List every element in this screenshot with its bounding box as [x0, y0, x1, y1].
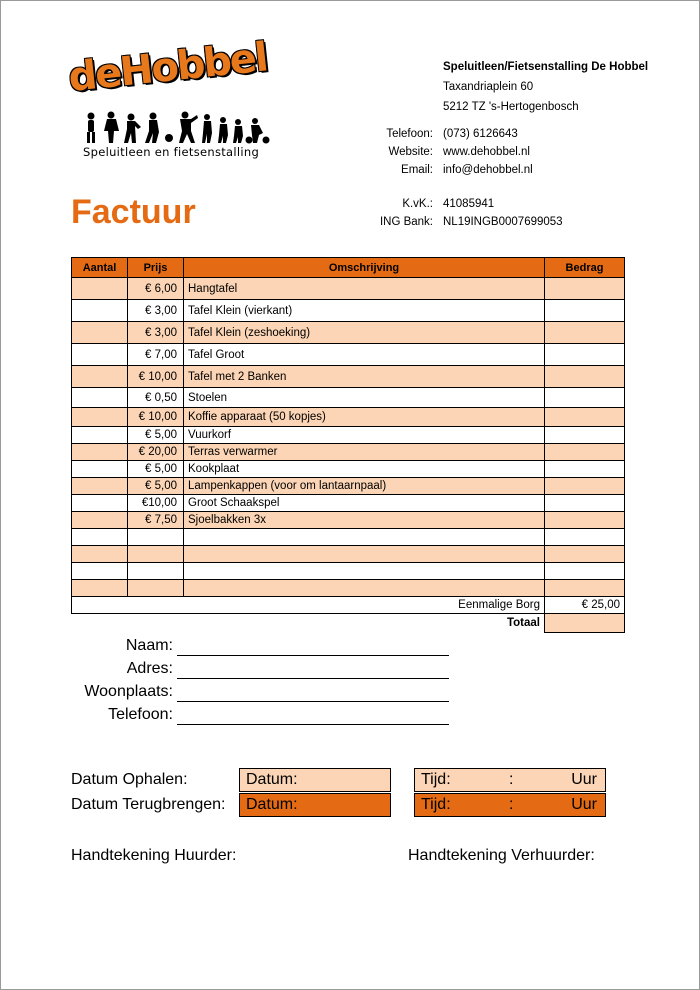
table-row-empty	[72, 563, 625, 580]
cell-bedrag[interactable]	[545, 461, 625, 478]
cell-aantal[interactable]	[72, 278, 128, 300]
cell-bedrag[interactable]	[545, 427, 625, 444]
cell-empty[interactable]	[128, 546, 184, 563]
borg-row	[72, 597, 625, 614]
woonplaats-label: Woonplaats:	[84, 683, 173, 700]
table-row	[72, 408, 625, 427]
cell-empty[interactable]	[128, 529, 184, 546]
email-label: Email:	[401, 164, 433, 176]
cell-prijs: € 10,00	[128, 366, 184, 388]
cell-empty[interactable]	[72, 563, 128, 580]
woonplaats-field[interactable]	[177, 701, 449, 702]
cell-aantal[interactable]	[72, 388, 128, 408]
telefoon-label: Telefoon:	[108, 706, 173, 723]
cell-omschrijving: Tafel Groot	[184, 344, 545, 366]
company-logo	[66, 34, 289, 165]
phone-label: Telefoon:	[386, 128, 433, 140]
cell-omschrijving: Lampenkappen (voor om lantaarnpaal)	[184, 478, 545, 495]
logo-wordmark: deHobbel	[66, 34, 269, 101]
cell-empty[interactable]	[184, 563, 545, 580]
cell-empty[interactable]	[128, 563, 184, 580]
header-bedrag: Bedrag	[545, 258, 625, 278]
invoice-table-body	[72, 278, 625, 633]
cell-empty[interactable]	[545, 580, 625, 597]
cell-prijs: € 10,00	[128, 408, 184, 427]
cell-prijs: € 5,00	[128, 461, 184, 478]
table-row	[72, 478, 625, 495]
table-row	[72, 495, 625, 512]
cell-bedrag[interactable]	[545, 408, 625, 427]
contact-labels	[361, 125, 433, 179]
cell-empty[interactable]	[72, 529, 128, 546]
cell-bedrag[interactable]	[545, 278, 625, 300]
terugbrengen-uur-label: Uur	[571, 796, 597, 813]
terugbrengen-datum-field[interactable]	[239, 793, 391, 817]
cell-empty[interactable]	[545, 546, 625, 563]
cell-bedrag[interactable]	[545, 478, 625, 495]
ophalen-tijd-label: Tijd:	[421, 771, 451, 788]
company-street: Taxandriaplein 60	[443, 81, 534, 93]
ophalen-uur-label: Uur	[571, 771, 597, 788]
cell-omschrijving: Vuurkorf	[184, 427, 545, 444]
company-name: Speluitleen/Fietsenstalling De Hobbel	[443, 61, 649, 73]
company-address	[443, 57, 648, 117]
header-aantal: Aantal	[72, 258, 128, 278]
cell-omschrijving: Terras verwarmer	[184, 444, 545, 461]
cell-prijs: € 20,00	[128, 444, 184, 461]
company-city: 5212 TZ 's-Hertogenbosch	[443, 101, 579, 113]
cell-aantal[interactable]	[72, 322, 128, 344]
cell-aantal[interactable]	[72, 344, 128, 366]
table-row	[72, 322, 625, 344]
terugbrengen-datum-label: Datum:	[246, 796, 298, 813]
ophalen-datum-field[interactable]	[239, 768, 391, 792]
terugbrengen-tijd-field[interactable]	[414, 793, 606, 817]
cell-omschrijving: Sjoelbakken 3x	[184, 512, 545, 529]
cell-bedrag[interactable]	[545, 388, 625, 408]
cell-aantal[interactable]	[72, 366, 128, 388]
cell-omschrijving: Tafel Klein (vierkant)	[184, 300, 545, 322]
cell-prijs: € 0,50	[128, 388, 184, 408]
signature-huurder: Handtekening Huurder:	[71, 847, 237, 864]
cell-prijs: € 5,00	[128, 478, 184, 495]
invoice-table	[71, 257, 625, 633]
adres-field[interactable]	[177, 678, 449, 679]
cell-prijs: € 3,00	[128, 322, 184, 344]
table-row	[72, 512, 625, 529]
borg-value: € 25,00	[545, 597, 625, 614]
totaal-label: Totaal	[184, 614, 545, 633]
cell-prijs: € 5,00	[128, 427, 184, 444]
table-row-empty	[72, 529, 625, 546]
cell-aantal[interactable]	[72, 478, 128, 495]
ophalen-tijd-field[interactable]	[414, 768, 606, 792]
totaal-spacer	[72, 614, 184, 633]
cell-aantal[interactable]	[72, 408, 128, 427]
cell-bedrag[interactable]	[545, 444, 625, 461]
cell-prijs: € 6,00	[128, 278, 184, 300]
logo-tagline: Speluitleen en fietsenstalling	[83, 145, 260, 159]
cell-prijs: € 7,00	[128, 344, 184, 366]
borg-label: Eenmalige Borg	[72, 597, 545, 614]
telefoon-field[interactable]	[177, 724, 449, 725]
cell-aantal[interactable]	[72, 495, 128, 512]
cell-aantal[interactable]	[72, 461, 128, 478]
cell-aantal[interactable]	[72, 444, 128, 461]
cell-omschrijving: Hangtafel	[184, 278, 545, 300]
cell-omschrijving: Kookplaat	[184, 461, 545, 478]
table-row-empty	[72, 580, 625, 597]
table-row-empty	[72, 546, 625, 563]
totaal-value[interactable]	[545, 614, 625, 633]
ophalen-tijd-colon: :	[509, 771, 514, 788]
registration-labels	[361, 195, 433, 231]
kvk-label: K.vK.:	[402, 198, 433, 210]
cell-empty[interactable]	[545, 529, 625, 546]
kvk-value: 41085941	[443, 198, 495, 210]
terugbrengen-label: Datum Terugbrengen:	[71, 796, 226, 813]
terugbrengen-tijd-label: Tijd:	[421, 796, 451, 813]
table-row	[72, 366, 625, 388]
cell-omschrijving: Groot Schaakspel	[184, 495, 545, 512]
table-header-row	[72, 258, 625, 278]
cell-omschrijving: Koffie apparaat (50 kopjes)	[184, 408, 545, 427]
signature-verhuurder: Handtekening Verhuurder:	[408, 847, 595, 864]
cell-empty[interactable]	[184, 529, 545, 546]
header-prijs: Prijs	[128, 258, 184, 278]
table-row	[72, 300, 625, 322]
cell-empty[interactable]	[545, 563, 625, 580]
cell-aantal[interactable]	[72, 427, 128, 444]
logo-figures-icon	[83, 111, 273, 145]
naam-label: Naam:	[125, 637, 173, 654]
cell-bedrag[interactable]	[545, 366, 625, 388]
cell-prijs: €10,00	[128, 495, 184, 512]
cell-prijs: € 7,50	[128, 512, 184, 529]
cell-empty[interactable]	[128, 580, 184, 597]
cell-aantal[interactable]	[72, 512, 128, 529]
cell-empty[interactable]	[184, 580, 545, 597]
cell-bedrag[interactable]	[545, 495, 625, 512]
cell-bedrag[interactable]	[545, 300, 625, 322]
cell-omschrijving: Tafel met 2 Banken	[184, 366, 545, 388]
totaal-row	[72, 614, 625, 633]
header-omschrijving: Omschrijving	[184, 258, 545, 278]
table-row	[72, 427, 625, 444]
adres-label: Adres:	[126, 660, 173, 677]
customer-form	[71, 637, 173, 729]
cell-omschrijving: Stoelen	[184, 388, 545, 408]
cell-bedrag[interactable]	[545, 512, 625, 529]
cell-bedrag[interactable]	[545, 344, 625, 366]
phone-value: (073) 6126643	[443, 128, 518, 140]
contact-values	[443, 125, 533, 179]
cell-empty[interactable]	[184, 546, 545, 563]
cell-empty[interactable]	[72, 580, 128, 597]
form-row-naam	[71, 637, 173, 660]
cell-bedrag[interactable]	[545, 322, 625, 344]
form-row-woonplaats	[71, 683, 173, 706]
page-title: Factuur	[71, 193, 196, 231]
cell-omschrijving: Tafel Klein (zeshoeking)	[184, 322, 545, 344]
email-value: info@dehobbel.nl	[443, 164, 533, 176]
form-row-adres	[71, 660, 173, 683]
table-row	[72, 444, 625, 461]
bank-label: ING Bank:	[379, 216, 433, 228]
cell-aantal[interactable]	[72, 300, 128, 322]
table-row	[72, 344, 625, 366]
website-label: Website:	[388, 146, 433, 158]
website-value: www.dehobbel.nl	[443, 146, 530, 158]
bank-value: NL19INGB0007699053	[443, 216, 563, 228]
ophalen-label: Datum Ophalen:	[71, 771, 188, 788]
ophalen-datum-label: Datum:	[246, 771, 298, 788]
form-row-telefoon	[71, 706, 173, 729]
table-row	[72, 461, 625, 478]
registration-values	[443, 195, 563, 231]
naam-field[interactable]	[177, 655, 449, 656]
cell-empty[interactable]	[72, 546, 128, 563]
table-row	[72, 388, 625, 408]
table-row	[72, 278, 625, 300]
cell-prijs: € 3,00	[128, 300, 184, 322]
terugbrengen-tijd-colon: :	[509, 796, 514, 813]
